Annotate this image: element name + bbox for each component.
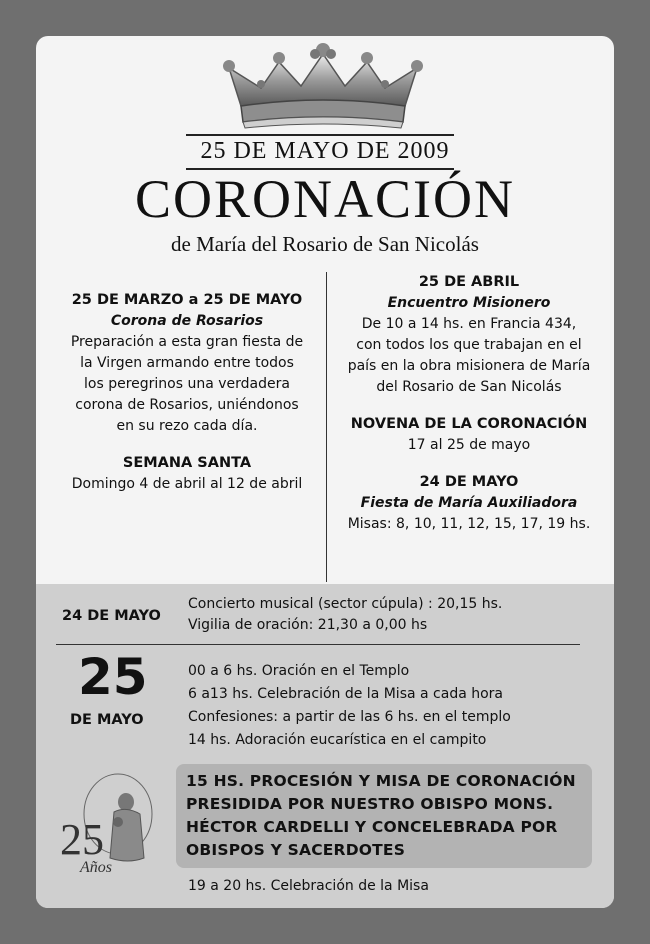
auxiliadora-heading: 24 DE MAYO bbox=[419, 474, 519, 490]
abril-line: De 10 a 14 hs. en Francia 434, bbox=[361, 316, 577, 332]
semana-santa-line: Domingo 4 de abril al 12 de abril bbox=[71, 476, 303, 492]
page-subtitle: de María del Rosario de San Nicolás bbox=[171, 232, 479, 256]
day25-number: 25 bbox=[78, 648, 148, 706]
day24-schedule bbox=[188, 594, 502, 636]
highlight-line: HÉCTOR CARDELLI Y CONCELEBRADA POR bbox=[186, 818, 558, 836]
crown-icon bbox=[221, 40, 426, 132]
day25-line: 6 a13 hs. Celebración de la Misa a cada hora bbox=[188, 686, 504, 702]
rosarios-line: en su rezo cada día. bbox=[116, 418, 258, 434]
day25-last-line: 19 a 20 hs. Celebración de la Misa bbox=[188, 878, 429, 894]
day25-line: 00 a 6 hs. Oración en el Templo bbox=[188, 663, 410, 679]
novena-heading: NOVENA DE LA CORONACIÓN bbox=[350, 416, 588, 432]
abril-line: país en la obra misionera de María bbox=[347, 358, 591, 374]
highlight-line: 15 HS. PROCESIÓN Y MISA DE CORONACIÓN bbox=[186, 772, 576, 790]
page-title: CORONACIÓN bbox=[134, 169, 516, 229]
day25-line: Confesiones: a partir de las 6 hs. en el templo bbox=[188, 709, 511, 725]
column-divider bbox=[326, 272, 327, 582]
abril-heading: 25 DE ABRIL bbox=[418, 274, 520, 290]
rosarios-line: la Virgen armando entre todos bbox=[80, 355, 294, 371]
rosarios-line: los peregrinos una verdadera bbox=[84, 376, 290, 392]
abril-line: del Rosario de San Nicolás bbox=[376, 379, 562, 395]
rosarios-heading: 25 DE MARZO a 25 DE MAYO bbox=[71, 292, 303, 308]
abril-line: con todos los que trabajan en el bbox=[356, 337, 582, 353]
right-column bbox=[330, 272, 608, 535]
day24-line: Vigilia de oración: 21,30 a 0,00 hs bbox=[188, 617, 428, 633]
highlight-line: PRESIDIDA POR NUESTRO OBISPO MONS. bbox=[186, 795, 554, 813]
schedule-divider bbox=[56, 644, 580, 645]
novena-line: 17 al 25 de mayo bbox=[407, 437, 531, 453]
flyer-card bbox=[36, 36, 614, 908]
day25-schedule bbox=[188, 660, 511, 752]
auxiliadora-subheading: Fiesta de María Auxiliadora bbox=[360, 495, 578, 511]
auxiliadora-line: Misas: 8, 10, 11, 12, 15, 17, 19 hs. bbox=[347, 516, 591, 532]
rosarios-line: Preparación a esta gran fiesta de bbox=[70, 334, 304, 350]
semana-santa-heading: SEMANA SANTA bbox=[122, 455, 252, 471]
day24-line: Concierto musical (sector cúpula) : 20,15 hs. bbox=[188, 596, 503, 612]
left-column bbox=[52, 290, 322, 495]
date-rule-top bbox=[186, 134, 454, 136]
logo-word: Años bbox=[80, 859, 112, 876]
coronation-highlight-box bbox=[176, 764, 592, 868]
day25-label: DE MAYO bbox=[70, 712, 144, 728]
day24-label: 24 DE MAYO bbox=[62, 608, 161, 624]
rosarios-line: corona de Rosarios, uniéndonos bbox=[75, 397, 299, 413]
event-date: 25 DE MAYO DE 2009 bbox=[200, 138, 450, 164]
rosarios-subheading: Corona de Rosarios bbox=[110, 313, 264, 329]
logo-number: 25 bbox=[60, 815, 104, 864]
day25-line: 14 hs. Adoración eucarística en el campito bbox=[188, 732, 487, 748]
highlight-line: OBISPOS Y SACERDOTES bbox=[186, 841, 406, 859]
abril-subheading: Encuentro Misionero bbox=[387, 295, 551, 311]
madonna-emblem-icon bbox=[52, 768, 172, 880]
